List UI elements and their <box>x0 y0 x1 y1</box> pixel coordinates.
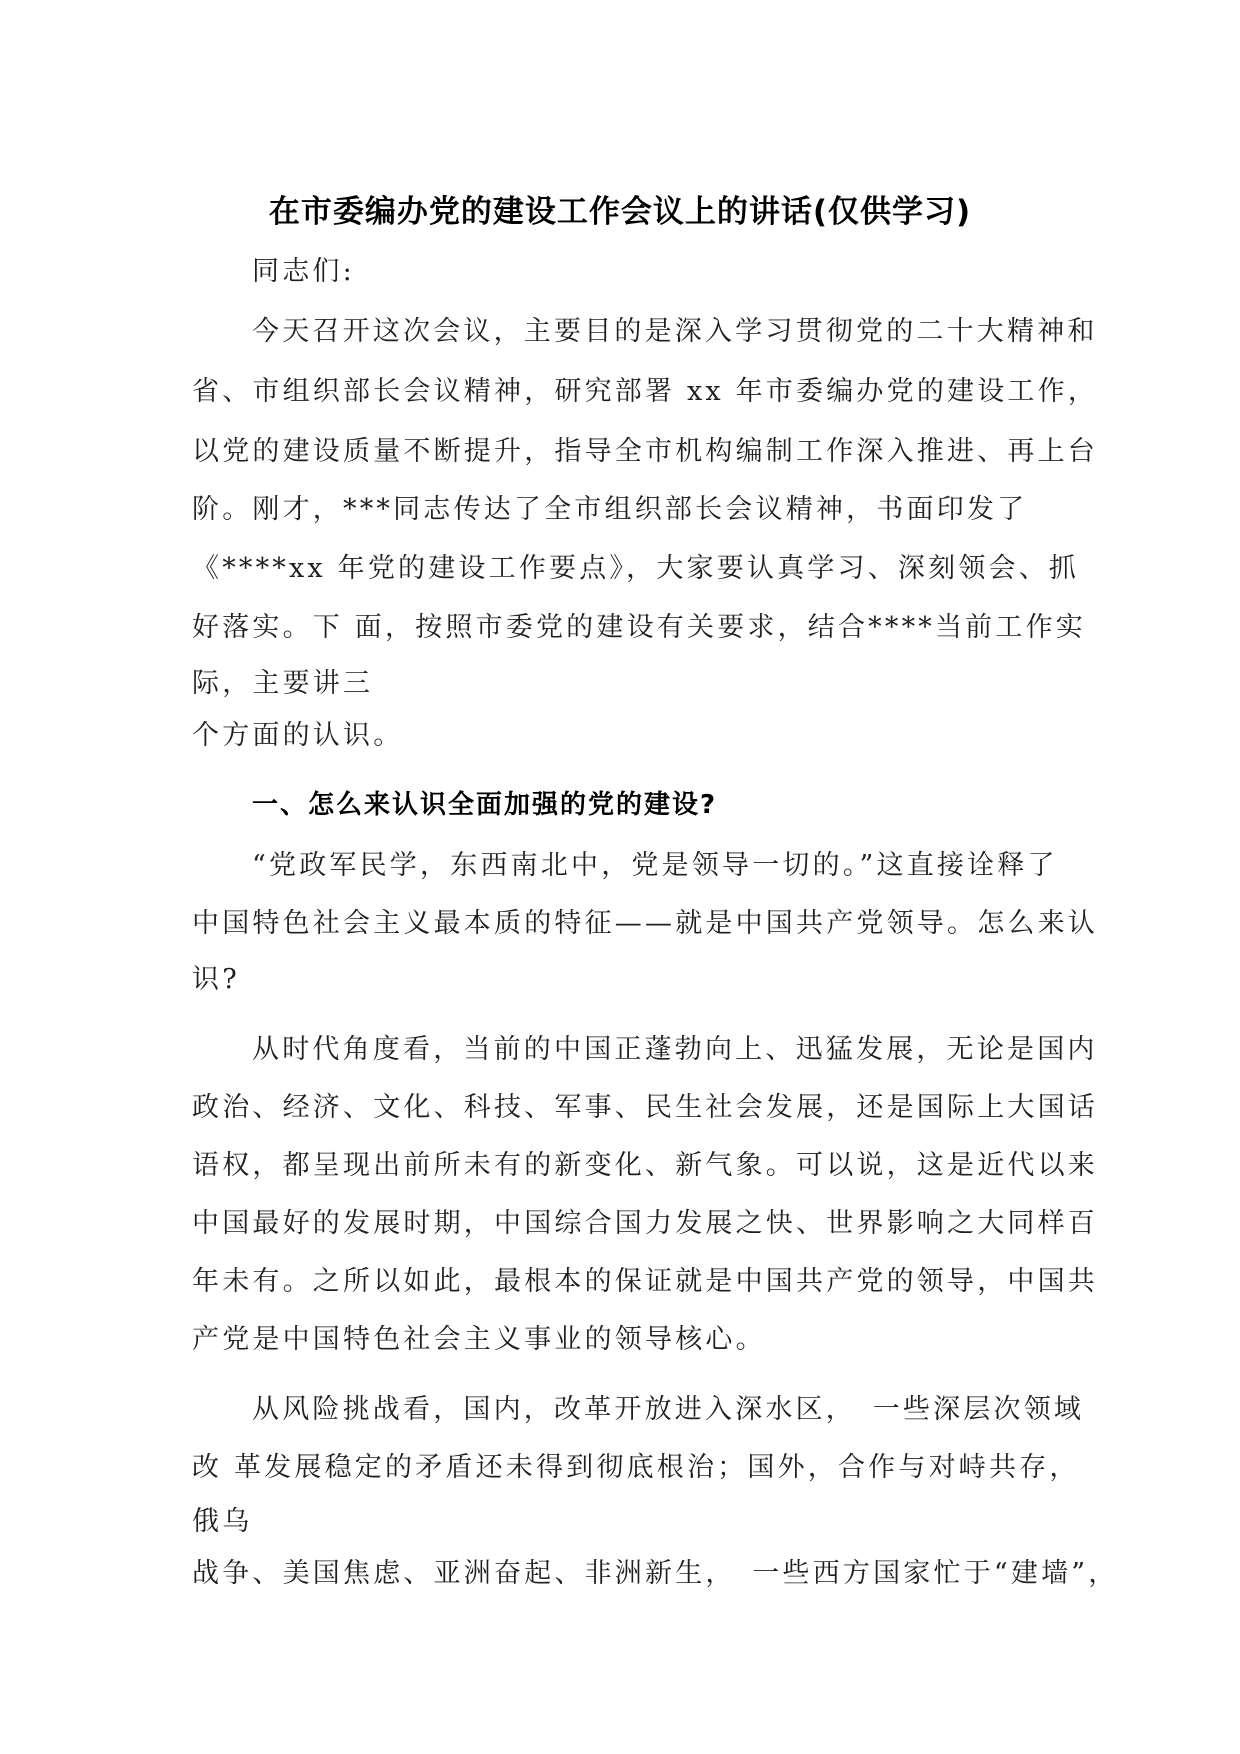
intro-line: 个方面的认识。 <box>192 720 404 751</box>
paragraph-line: 从时代角度看，当前的中国正蓬勃向上、迅猛发展，无论是国内 <box>252 1034 1098 1065</box>
paragraph-line: 语权，都呈现出前所未有的新变化、新气象。可以说，这是近代以来 <box>192 1150 1098 1181</box>
paragraph-line: 俄乌 <box>192 1506 253 1537</box>
paragraph-line: 中国特色社会主义最本质的特征——就是中国共产党领导。怎么来认 <box>192 908 1098 939</box>
intro-line: 好落实。下 面，按照市委党的建设有关要求，结合****当前工作实 <box>192 612 1086 643</box>
paragraph-line: 识? <box>192 964 240 995</box>
document-title: 在市委编办党的建设工作会议上的讲话(仅供学习) <box>268 194 972 230</box>
paragraph-line: 战争、美国焦虑、亚洲奋起、非洲新生， 一些西方国家忙于“建墙”， <box>192 1558 1119 1589</box>
intro-line: 今天召开这次会议，主要目的是深入学习贯彻党的二十大精神和 <box>252 316 1098 347</box>
intro-line: 以党的建设质量不断提升，指导全市机构编制工作深入推进、再上台 <box>192 436 1098 467</box>
intro-line: 阶。刚才，***同志传达了全市组织部长会议精神，书面印发了 <box>192 494 1028 525</box>
paragraph-line: 从风险挑战看，国内，改革开放进入深水区， 一些深层次领域 <box>252 1394 1085 1425</box>
salutation: 同志们: <box>252 256 355 287</box>
intro-line: 际，主要讲三 <box>192 668 374 699</box>
paragraph-line: “党政军民学，东西南北中，党是领导一切的。”这直接诠释了 <box>252 850 1058 881</box>
paragraph-line: 政治、经济、文化、科技、军事、民生社会发展，还是国际上大国话 <box>192 1092 1098 1123</box>
paragraph-line: 改 革发展稳定的矛盾还未得到彻底根治；国外，合作与对峙共存， <box>192 1452 1080 1483</box>
paragraph-line: 年未有。之所以如此，最根本的保证就是中国共产党的领导，中国共 <box>192 1266 1098 1297</box>
paragraph-line: 中国最好的发展时期，中国综合国力发展之快、世界影响之大同样百 <box>192 1208 1098 1239</box>
intro-line: 《****xx 年党的建设工作要点》，大家要认真学习、深刻领会、抓 <box>192 553 1080 584</box>
intro-line: 省、市组织部长会议精神，研究部署 xx 年市委编办党的建设工作， <box>192 376 1099 407</box>
section-heading: 一、怎么来认识全面加强的党的建设? <box>252 790 718 820</box>
paragraph-line: 产党是中国特色社会主义事业的领导核心。 <box>192 1324 766 1355</box>
